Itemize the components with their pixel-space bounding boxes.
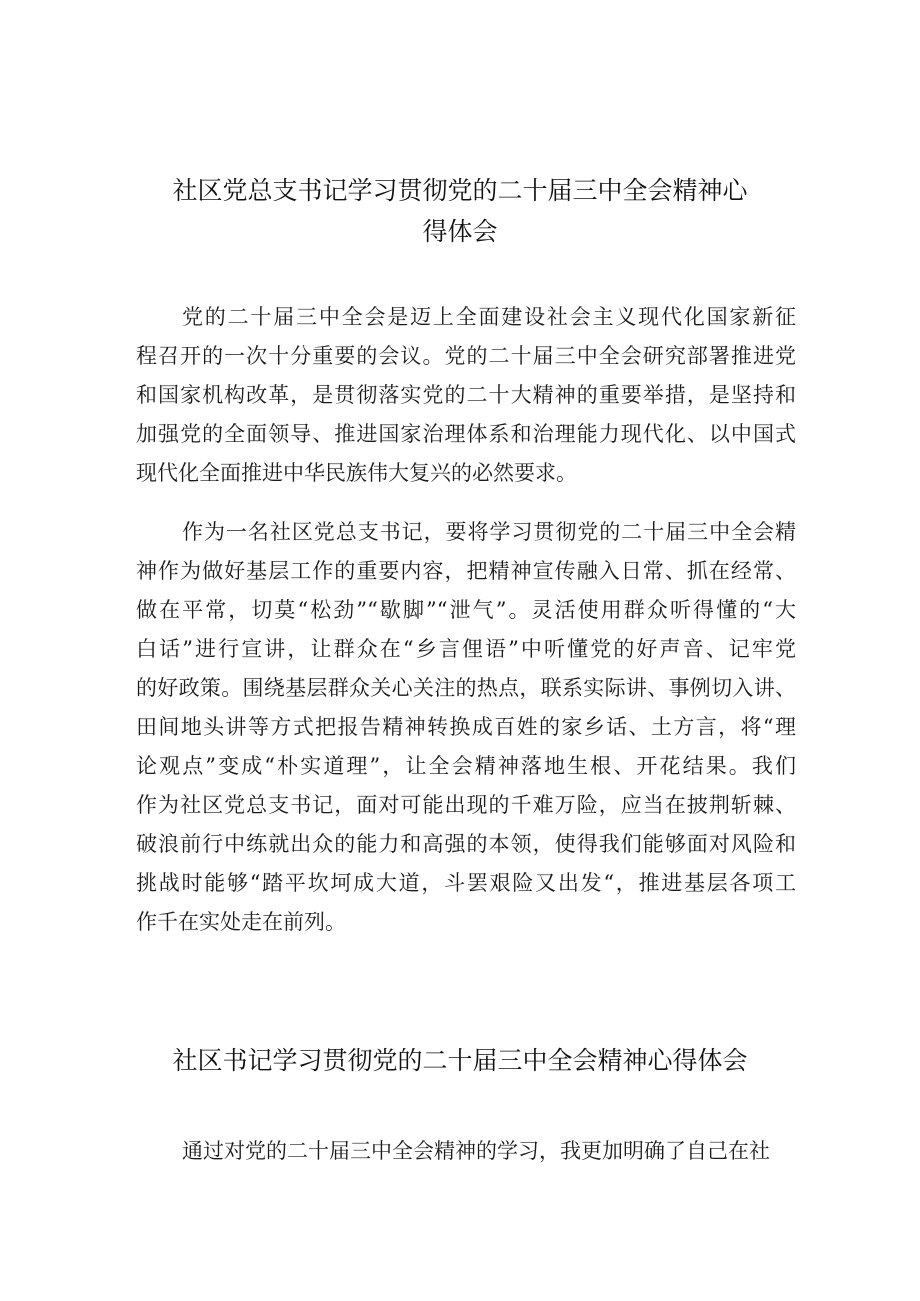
paragraph-3 — [136, 1132, 796, 1171]
title-line: 社区书记学习贯彻党的二十届三中全会精神心得体会 — [172, 1046, 748, 1075]
document-title-2 — [0, 1040, 920, 1081]
paragraph-1 — [136, 298, 796, 493]
text-line: 程召开的一次十分重要的会议。党的二十届三中全会研究部署推进党 — [136, 344, 796, 368]
text-line: 的好政策。围绕基层群众关心关注的热点，联系实际讲、事例切入讲、 — [136, 676, 796, 700]
text-line: 作为社区党总支书记，面对可能出现的千难万险，应当在披荆斩棘、 — [136, 793, 796, 817]
text-line: 作为一名社区党总支书记，要将学习贯彻党的二十届三中全会精 — [182, 520, 796, 544]
text-line: 神作为做好基层工作的重要内容，把精神宣传融入日常、抓在经常、 — [136, 559, 796, 583]
text-line: 党的二十届三中全会是迈上全面建设社会主义现代化国家新征 — [182, 305, 796, 329]
text-line: 现代化全面推进中华民族伟大复兴的必然要求。 — [136, 461, 577, 485]
text-line: 通过对党的二十届三中全会精神的学习，我更加明确了自己在社 — [182, 1139, 770, 1163]
text-line: 白话”进行宣讲，让群众在“乡言俚语”中听懂党的好声音、记牢党 — [136, 637, 796, 661]
text-line: 破浪前行中练就出众的能力和高强的本领，使得我们能够面对风险和 — [136, 832, 796, 856]
paragraph-2 — [136, 513, 796, 942]
text-line: 加强党的全面领导、推进国家治理体系和治理能力现代化、以中国式 — [136, 422, 796, 446]
text-line: 挑战时能够“踏平坎坷成大道，斗罢艰险又出发“，推进基层各项工 — [136, 871, 796, 895]
text-line: 做在平常，切莫“松劲”“歇脚”“泄气”。灵活使用群众听得懂的“大 — [136, 598, 796, 622]
text-line: 作千在实处走在前列。 — [136, 910, 346, 934]
text-line: 和国家机构改革，是贯彻落实党的二十大精神的重要举措，是坚持和 — [136, 383, 796, 407]
text-line: 论观点”变成“朴实道理”，让全会精神落地生根、开花结果。我们 — [136, 754, 796, 778]
title-line: 社区党总支书记学习贯彻党的二十届三中全会精神心 — [172, 176, 748, 205]
text-line: 田间地头讲等方式把报告精神转换成百姓的家乡话、土方言，将“理 — [136, 715, 796, 739]
document-title-1 — [0, 170, 920, 252]
title-line: 得体会 — [422, 217, 498, 246]
